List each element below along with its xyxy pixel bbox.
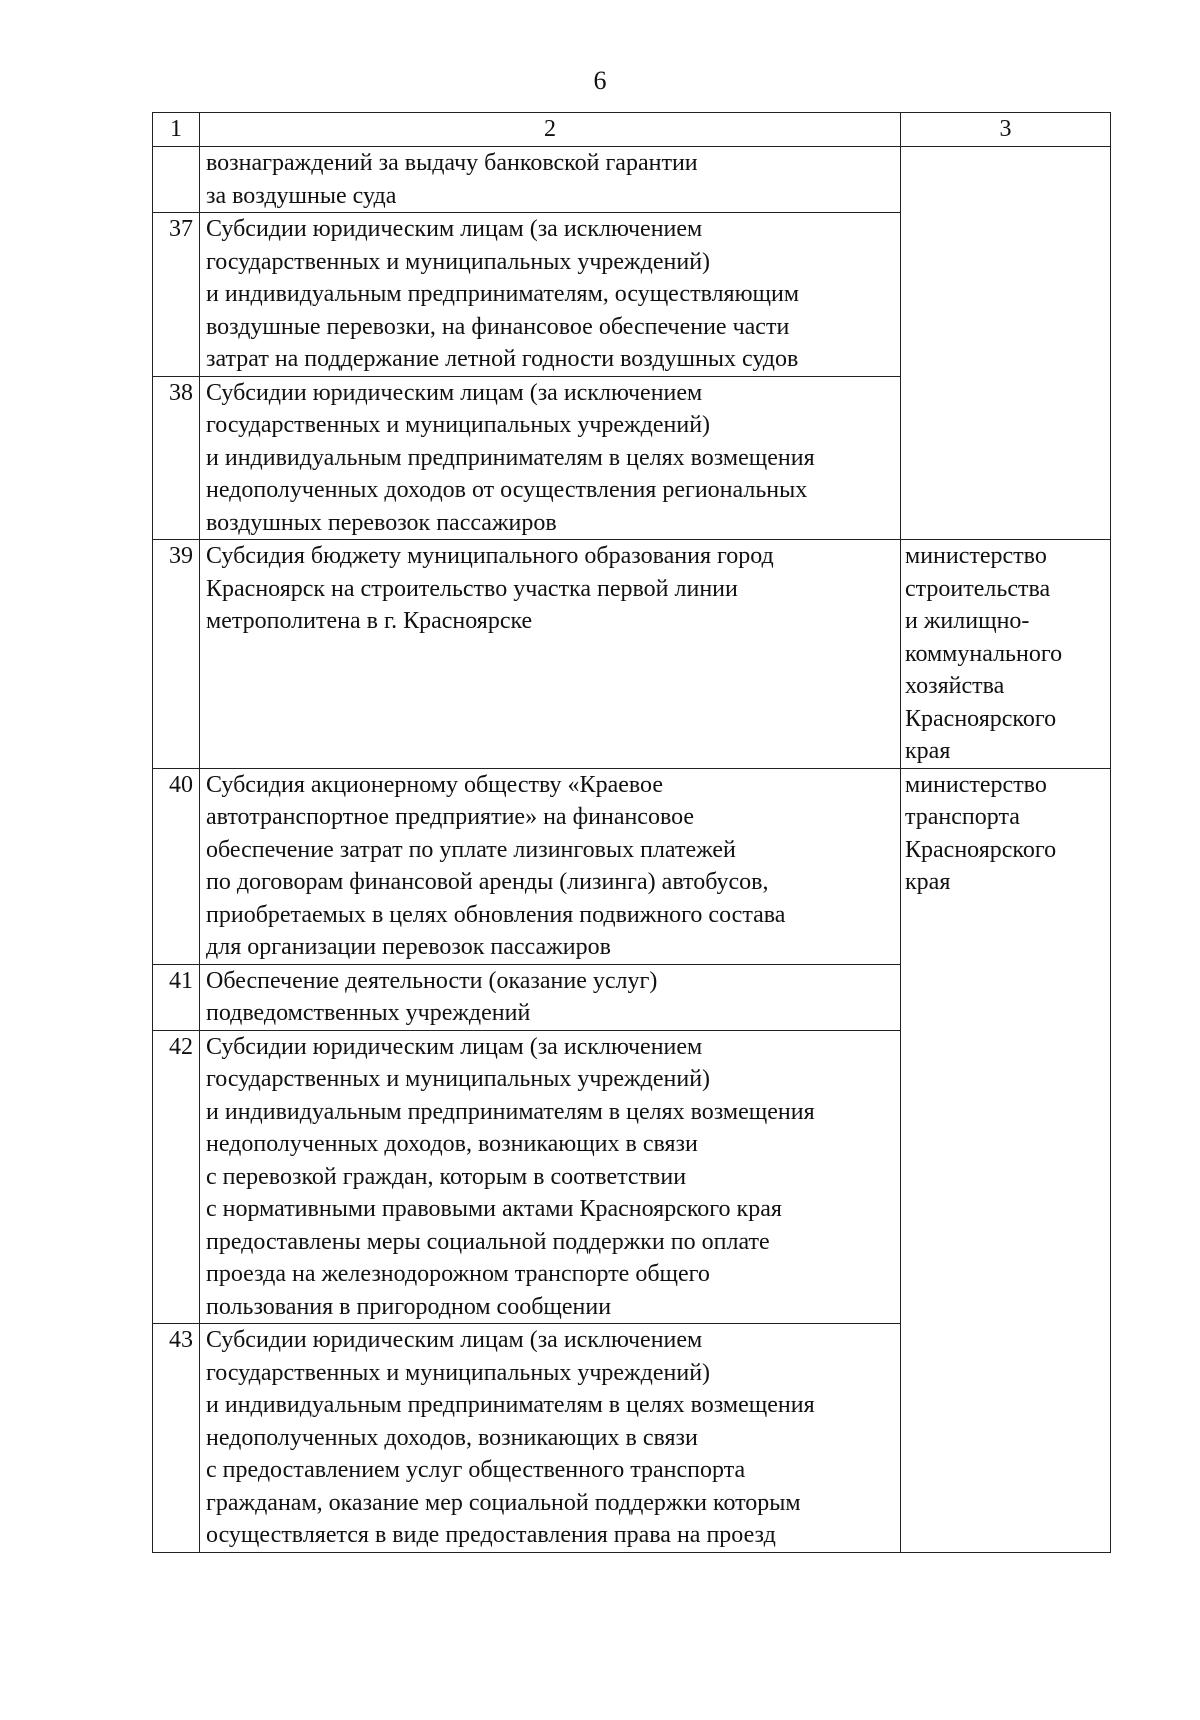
row-description: Обеспечение деятельности (оказание услуг) подведомственных учреждений <box>200 964 901 1030</box>
row-description: Субсидии юридическим лицам (за исключением государственных и муниципальных учреждений) и индивидуальным предпринимателям в целях возмещения недополученных доходов, возникающих в связи с предоставлением услуг общественного транспорта гражданам, оказание мер социальной поддержки которым осуществляется в виде предоставления права на проезд <box>200 1324 901 1553</box>
row-number: 39 <box>153 540 200 769</box>
row-description: Субсидия бюджету муниципального образования город Красноярск на строительство участка первой линии метрополитена в г. Красноярске <box>200 540 901 769</box>
table-row <box>153 147 1111 213</box>
row-responsible: министерство транспорта Красноярского края <box>901 768 1111 1552</box>
header-col-1: 1 <box>153 113 200 147</box>
subsidies-table <box>152 112 1111 1553</box>
table-header-row <box>153 113 1111 147</box>
row-responsible: министерство строительства и жилищно- коммунального хозяйства Красноярского края <box>901 540 1111 769</box>
row-description: вознаграждений за выдачу банковской гарантии за воздушные суда <box>200 147 901 213</box>
row-description: Субсидии юридическим лицам (за исключением государственных и муниципальных учреждений) и индивидуальным предпринимателям в целях возмещения недополученных доходов, возникающих в связи с перевозкой граждан, которым в соответствии с нормативными правовыми актами Красноярского края предоставлены меры социальной поддержки по оплате проезда на железнодорожном транспорте общего пользования в пригородном сообщении <box>200 1030 901 1324</box>
row-number: 43 <box>153 1324 200 1553</box>
table-row <box>153 768 1111 964</box>
row-responsible-empty <box>901 147 1111 540</box>
row-number: 38 <box>153 376 200 540</box>
header-col-3: 3 <box>901 113 1111 147</box>
page-number: 6 <box>593 66 607 95</box>
row-number: 41 <box>153 964 200 1030</box>
row-description: Субсидия акционерному обществу «Краевое автотранспортное предприятие» на финансовое обеспечение затрат по уплате лизинговых платежей по договорам финансовой аренды (лизинга) автобусов, приобретаемых в целях обновления подвижного состава для организации перевозок пассажиров <box>200 768 901 964</box>
table-row <box>153 540 1111 769</box>
row-number: 40 <box>153 768 200 964</box>
row-number <box>153 147 200 213</box>
header-col-2: 2 <box>200 113 901 147</box>
row-number: 42 <box>153 1030 200 1324</box>
row-description: Субсидии юридическим лицам (за исключением государственных и муниципальных учреждений) и индивидуальным предпринимателям в целях возмещения недополученных доходов от осуществления региональных воздушных перевозок пассажиров <box>200 376 901 540</box>
row-number: 37 <box>153 213 200 377</box>
row-description: Субсидии юридическим лицам (за исключением государственных и муниципальных учреждений) и индивидуальным предпринимателям, осуществляющим воздушные перевозки, на финансовое обеспечение части затрат на поддержание летной годности воздушных судов <box>200 213 901 377</box>
